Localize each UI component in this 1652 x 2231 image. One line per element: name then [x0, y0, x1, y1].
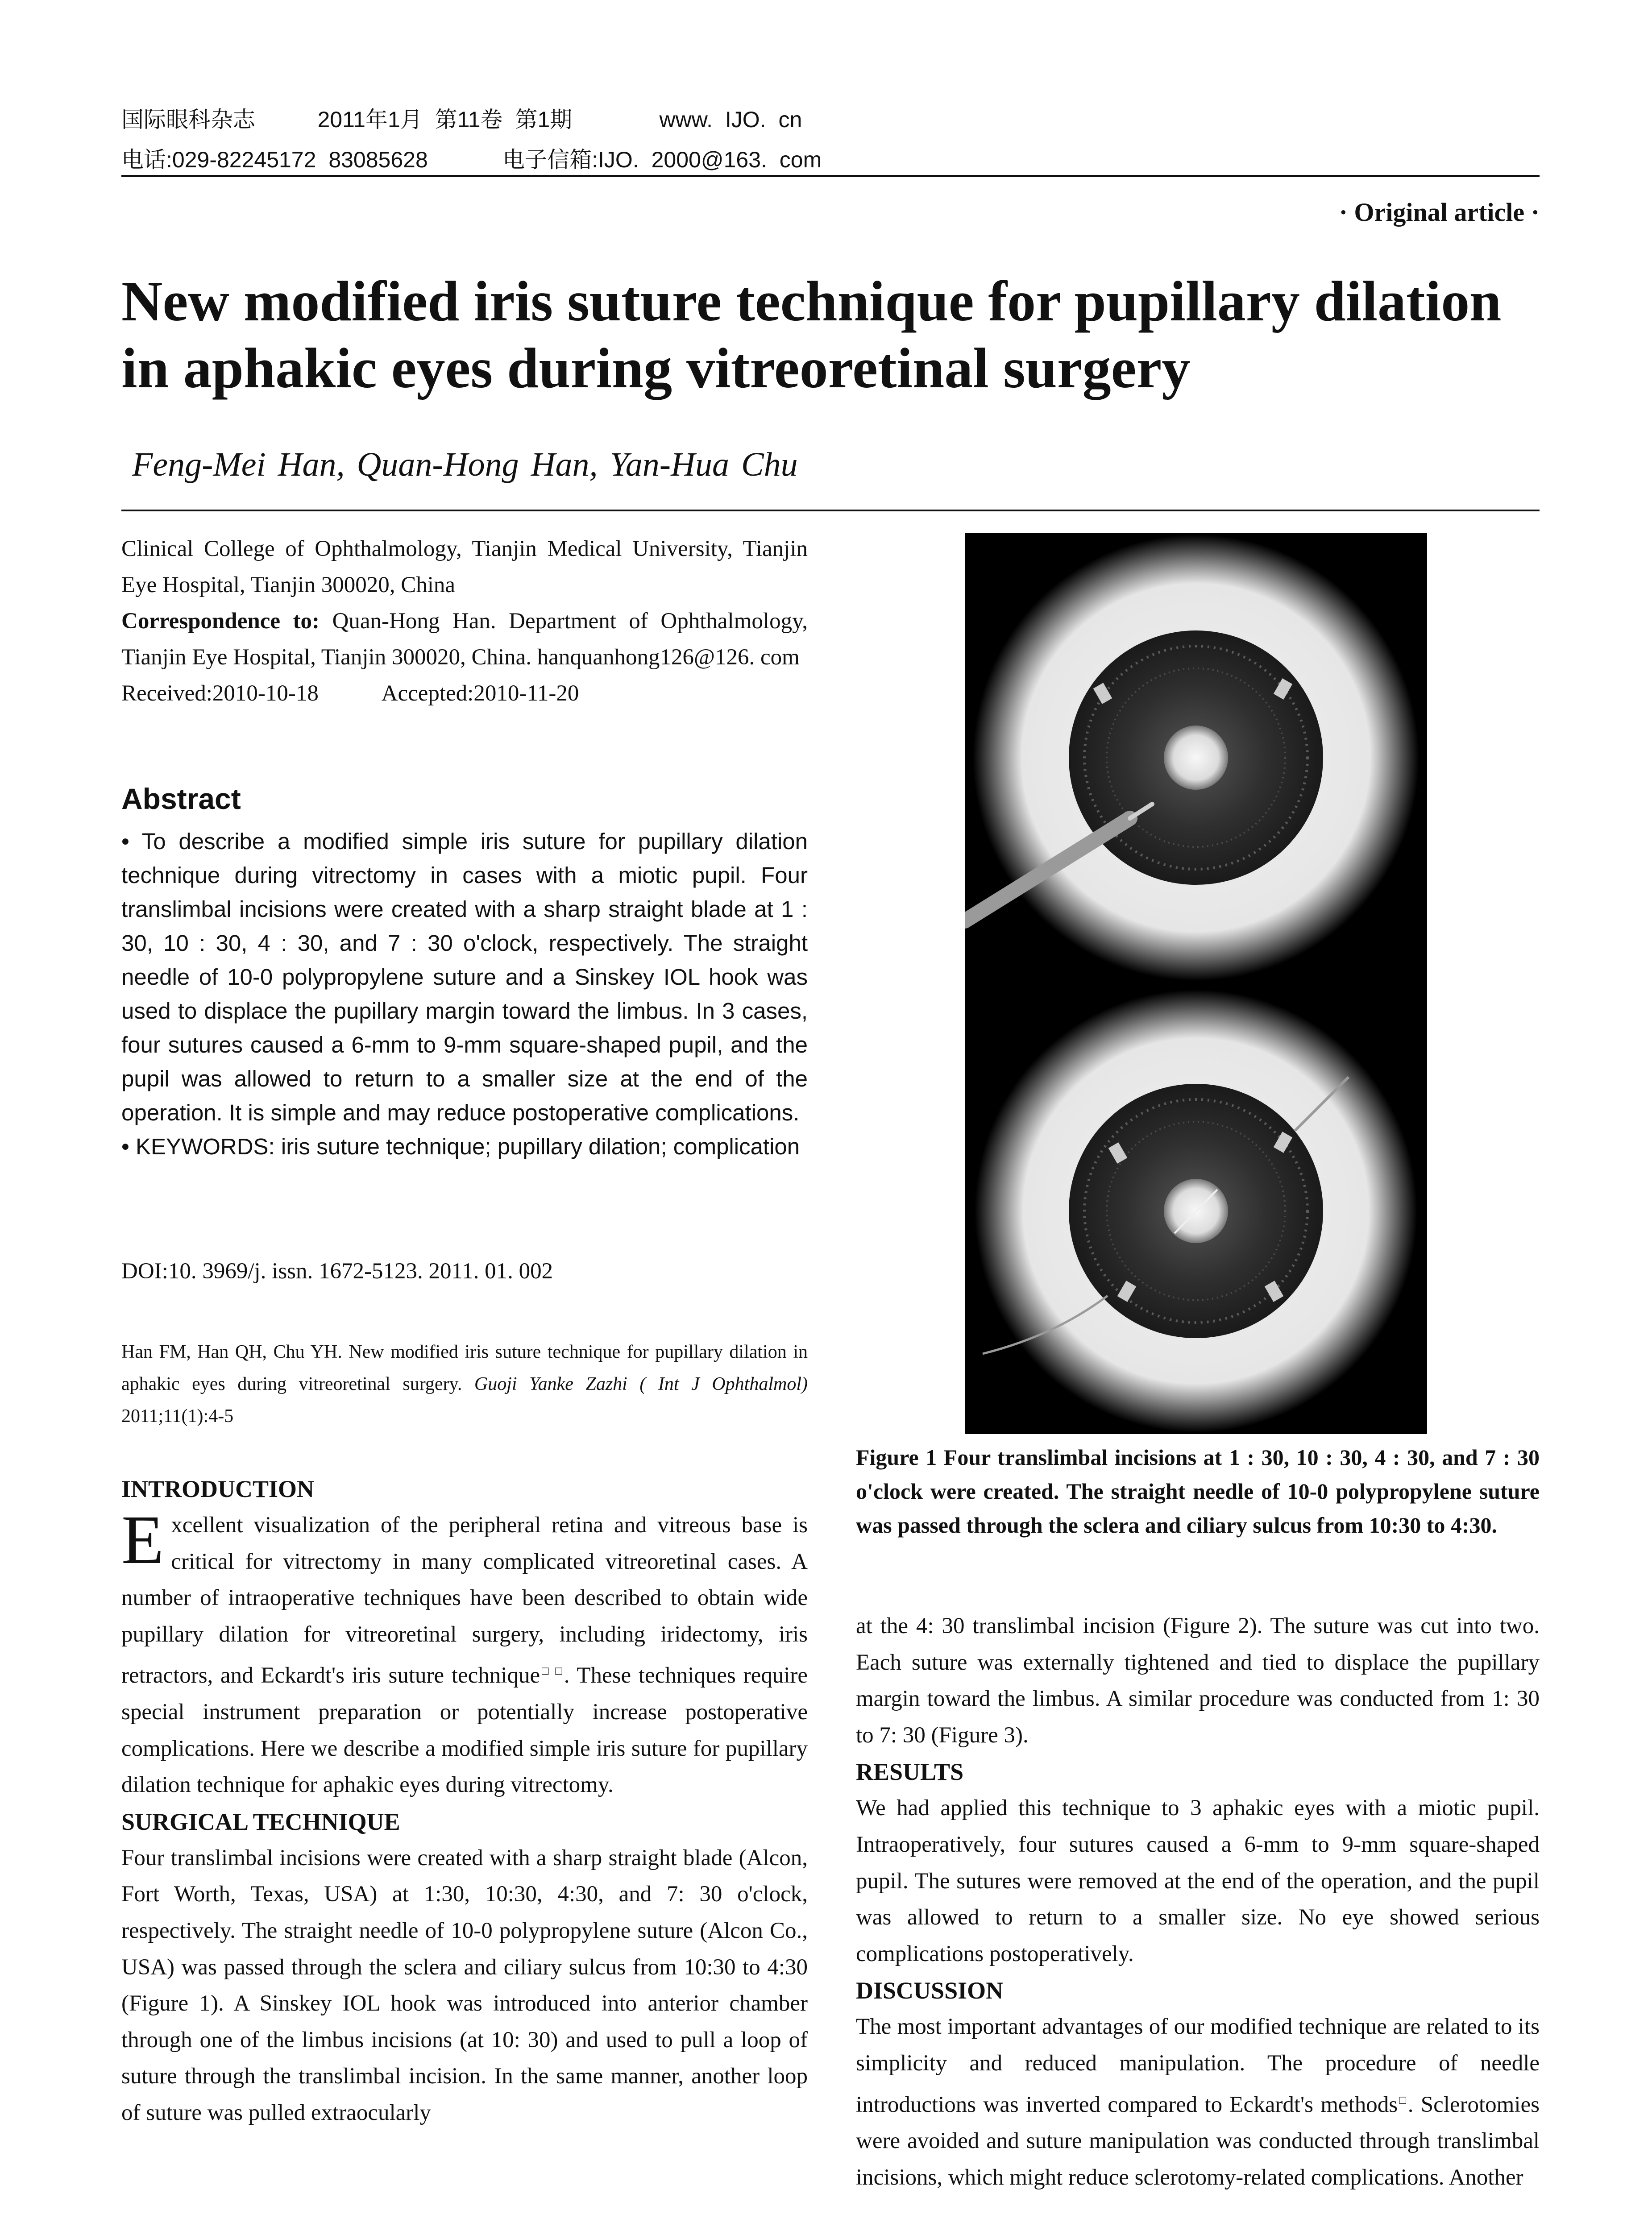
article-type-label: · Original article ·: [1339, 198, 1540, 227]
figure-illustration: [965, 533, 1427, 1434]
figure-caption: Figure 1 Four translimbal incisions at 1 : 30, 10 : 30, 4 : 30, and 7 : 30 o'clock were created. The straight needle of 10-0 polypropylene suture was passed through the sclera and ciliary sulcus from 10:30 to 4:30.: [856, 1445, 1540, 1538]
results-heading: RESULTS: [856, 1758, 964, 1786]
citation-journal: Guoji Yanke Zazhi ( Int J Ophthalmol): [474, 1374, 808, 1394]
abstract-body: [121, 825, 808, 1164]
affiliation: Clinical College of Ophthalmology, Tianjin Medical University, Tianjin Eye Hospital, Tianjin 300020, China: [121, 536, 808, 597]
figure-1-photos: [965, 533, 1427, 1434]
results-text: We had applied this technique to 3 aphakic eyes with a miotic pupil. Intraoperatively, four sutures caused a 6-mm to 9-mm square-shaped pupil. The sutures were removed at the end of the operation, and the pupil was allowed to return to a smaller size. No eye showed serious complications postoperatively.: [856, 1796, 1540, 1966]
citation-text: Han FM, Han QH, Chu YH. New modified iris suture technique for pupillary dilation in aphakic eyes during vitreoretinal surgery.: [121, 1342, 808, 1394]
introduction-heading: INTRODUCTION: [121, 1476, 315, 1502]
discussion-text-2: . Sclerotomies were avoided and suture manipulation was conducted through translimbal incisions, which might reduce sclerotomy-related complications. Another: [856, 2092, 1540, 2190]
discussion-reference-marker: □: [1398, 2093, 1408, 2107]
journal-issue: 2011年1月 第11卷 第1期: [317, 107, 573, 132]
affiliation-block: [121, 531, 808, 712]
left-body-column: [121, 1471, 808, 2131]
journal-header-line-2: [121, 142, 822, 174]
introduction-text-2: . These techniques require special instrument preparation or potentially increase postoperative complications. Here we describe a modified simple iris suture for pupillary dilation technique for aphakic eyes during vitrectomy.: [121, 1663, 808, 1798]
correspondence-text: Quan-Hong Han. Department of Ophthalmology, Tianjin Eye Hospital, Tianjin 300020, China. hanquanhong126@126. com: [121, 609, 808, 670]
correspondence: [121, 603, 808, 676]
abstract-text: • To describe a modified simple iris suture for pupillary dilation technique during vitrectomy in cases with a miotic pupil. Four translimbal incisions were created with a sharp straight blade at 1 : 30, 10 : 30, 4 : 30, and 7 : 30 o'clock, respectively. The straight needle of 10-0 polypropylene suture and a Sinskey IOL hook was used to displace the pupillary margin toward the limbus. In 3 cases, four sutures caused a 6-mm to 9-mm square-shaped pupil, and the pupil was allowed to return to a smaller size at the end of the operation. It is simple and may reduce postoperative complications.: [121, 829, 808, 1125]
figure-panel-top: [965, 533, 1427, 983]
surgical-technique-text: Four translimbal incisions were created with a sharp straight blade (Alcon, Fort Worth, Texas, USA) at 1:30, 10:30, 4:30, and 7: 30 o'clock, respectively. The straight needle of 10-0 polypropylene suture (Alcon Co., USA) was passed through the sclera and ciliary sulcus from 10:30 to 4:30 (Figure 1). A Sinskey IOL hook was introduced into anterior chamber through one of the limbus incisions (at 10: 30) and used to pull a loop of suture through the translimbal incision. In the same manner, another loop of suture was pulled extraocularly: [121, 1845, 808, 2125]
article-title: New modified iris suture technique for pupillary dilation in aphakic eyes during vitreoretinal surgery: [121, 270, 1502, 400]
authors-rule: [121, 510, 1540, 511]
accepted-date: Accepted:2010-11-20: [381, 681, 579, 706]
introduction-text-1: xcellent visualization of the peripheral retina and vitreous base is critical for vitrectomy in many complicated vitreoretinal cases. A number of intraoperative techniques have been described to obtain wide pupillary dilation for vitreoretinal surgery, including iridectomy, iris retractors, and Eckardt's iris suture technique: [121, 1513, 808, 1688]
journal-email[interactable]: 电子信箱:IJO. 2000@163. com: [502, 147, 822, 172]
journal-header-line-1: [121, 102, 802, 134]
figure-panel-bottom: [965, 988, 1427, 1434]
discussion-paragraph: [856, 2009, 1540, 2196]
discussion-text-1: The most important advantages of our modified technique are related to its simplicity and reduced manipulation. The procedure of needle introductions was inverted compared to Eckardt's methods: [856, 2014, 1540, 2117]
dates-line: [121, 676, 808, 712]
discussion-heading: DISCUSSION: [856, 1977, 1004, 2004]
right-body-column: [856, 1608, 1540, 2196]
doi: DOI:10. 3969/j. issn. 1672-5123. 2011. 01. 002: [121, 1259, 553, 1284]
correspondence-label: Correspondence to:: [121, 609, 320, 634]
abstract-heading: Abstract: [121, 782, 241, 815]
introduction-paragraph: [121, 1501, 808, 1804]
author-list: Feng-Mei Han, Quan-Hong Han, Yan-Hua Chu: [132, 446, 798, 483]
citation-volume: 2011;11(1):4-5: [121, 1406, 234, 1427]
journal-website[interactable]: www. IJO. cn: [659, 107, 802, 132]
surgical-technique-heading: SURGICAL TECHNIQUE: [121, 1808, 400, 1835]
citation-block: [121, 1336, 808, 1432]
journal-name: 国际眼科杂志: [121, 107, 255, 132]
dropcap-letter: E: [121, 1501, 164, 1578]
abstract-keywords: • KEYWORDS: iris suture technique; pupillary dilation; complication: [121, 1134, 800, 1159]
header-rule: [121, 175, 1540, 177]
received-date: Received:2010-10-18: [121, 681, 319, 706]
surgical-technique-continued: at the 4: 30 translimbal incision (Figure 2). The suture was cut into two. Each suture was externally tightened and tied to displace the pupillary margin toward the limbus. A similar procedure was conducted from 1: 30 to 7: 30 (Figure 3).: [856, 1613, 1540, 1748]
reference-marker: □ □: [540, 1664, 564, 1678]
journal-phone: 电话:029-82245172 83085628: [121, 147, 428, 172]
